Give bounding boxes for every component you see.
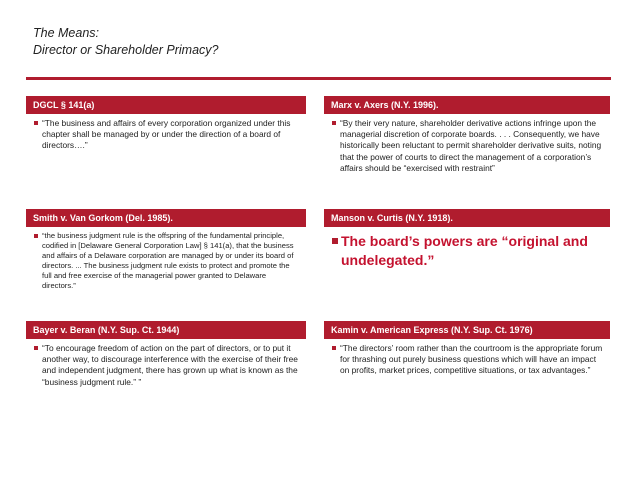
card-kamin-v-american-express [324,321,610,377]
bullet-icon [34,234,38,238]
bullet-icon [34,346,38,350]
card-body [324,227,610,270]
card-quote: “The directors’ room rather than the courtroom is the appropriate forum for thrashing out purely business questions which will have an impact on profits, market prices, competitive situations, or tax advantages.” [340,343,603,376]
card-quote: “the business judgment rule is the offspring of the fundamental principle, codified in [Delaware General Corporation Law] § 141(a), that the business and affairs of a Delaware corporation are managed by or under its board of directors. ... The business judgment rule exists to protect and promote the full and free exercise of the managerial power granted to Delaware directors.” [42,231,294,290]
card-header: Bayer v. Beran (N.Y. Sup. Ct. 1944) [26,321,306,339]
slide-title-line-2: Director or Shareholder Primacy? [33,43,219,57]
card-dgcl-141a [26,96,306,152]
card-body [26,339,306,388]
bullet-icon [332,346,336,350]
card-manson-v-curtis [324,209,610,270]
card-header: Smith v. Van Gorkom (Del. 1985). [26,209,306,227]
card-body [324,114,610,174]
card-header: Marx v. Axers (N.Y. 1996). [324,96,610,114]
card-body [26,227,306,291]
card-body [324,339,610,377]
card-header: Kamin v. American Express (N.Y. Sup. Ct. 1976) [324,321,610,339]
card-quote: “The business and affairs of every corporation organized under this chapter shall be managed by or under the direction of a board of directors….” [42,118,291,151]
card-bayer-v-beran [26,321,306,388]
card-quote-highlight: The board’s powers are “original and undelegated.” [341,233,588,268]
slide-title-line-1: The Means: [33,26,100,40]
card-body [26,114,306,152]
slide-title [33,25,219,59]
card-smith-v-van-gorkom [26,209,306,291]
title-divider [26,77,611,80]
card-header: Manson v. Curtis (N.Y. 1918). [324,209,610,227]
card-quote: “By their very nature, shareholder derivative actions infringe upon the managerial discretion of corporate boards. . . . Consequently, we have historically been reluctant to permit shareholder derivative suits, noting that the power of courts to direct the management of a corporation’s affairs should be “exercised with restraint” [340,118,602,173]
bullet-icon [332,238,338,244]
card-marx-v-axers [324,96,610,174]
card-header: DGCL § 141(a) [26,96,306,114]
card-quote: “To encourage freedom of action on the part of directors, or to put it another way, to discourage interference with the exercise of their free and independent judgment, there has grown up what is known as the “business judgment rule.” ” [42,343,298,387]
bullet-icon [332,121,336,125]
bullet-icon [34,121,38,125]
